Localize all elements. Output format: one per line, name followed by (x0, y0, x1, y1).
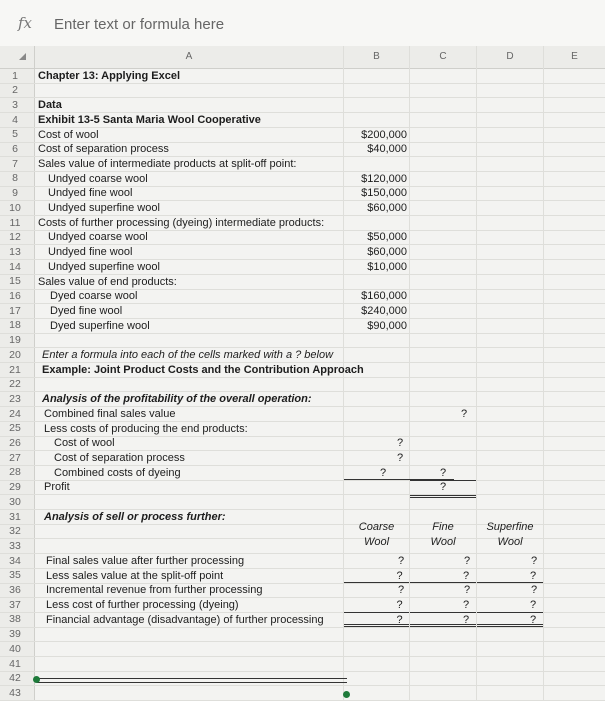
cell-a28[interactable]: Combined costs of dyeing (54, 466, 181, 479)
cell-c33[interactable]: Wool (430, 536, 456, 549)
row-header[interactable]: 40 (9, 642, 21, 655)
cell-b10[interactable]: $60,000 (367, 202, 407, 214)
row-header[interactable]: 3 (12, 98, 18, 111)
cell-c28[interactable]: ? (410, 466, 476, 482)
row-gridline (0, 97, 605, 98)
row-header[interactable]: 24 (9, 407, 21, 420)
cell-a9[interactable]: Undyed fine wool (48, 187, 133, 200)
select-all-corner[interactable] (0, 46, 35, 69)
cell-a21[interactable]: Example: Joint Product Costs and the Contribution Approach (42, 363, 364, 376)
cell-c24[interactable]: ? (460, 407, 468, 420)
cell-d32[interactable]: Superfine (486, 521, 534, 534)
row-header[interactable]: 37 (9, 598, 21, 611)
cell-b28[interactable]: ? (344, 466, 454, 481)
cell-b9[interactable]: $150,000 (361, 187, 407, 200)
cell-d35[interactable]: ? (477, 569, 543, 584)
cell-b33[interactable]: Wool (363, 536, 390, 549)
row-header[interactable]: 27 (9, 451, 21, 464)
row-header[interactable]: 38 (9, 613, 21, 626)
row-header[interactable]: 15 (9, 275, 21, 288)
cell-a36[interactable]: Incremental revenue from further processing (46, 584, 263, 597)
cell-a38[interactable]: Financial advantage (disadvantage) of further processing (46, 613, 324, 626)
cell-b35[interactable]: ? (344, 569, 409, 584)
cell-b6[interactable]: $40,000 (367, 143, 407, 156)
cell-b26[interactable]: ? (396, 437, 404, 450)
cell-a24[interactable]: Combined final sales value (44, 407, 176, 420)
row-gridline (0, 671, 605, 672)
row-gridline (0, 685, 605, 686)
cell-a23[interactable]: Analysis of the profitability of the overall operation: (42, 393, 312, 406)
row-header[interactable]: 20 (9, 348, 21, 361)
row-header[interactable]: 7 (12, 157, 18, 170)
fx-icon: fx (18, 14, 33, 32)
formula-bar (0, 0, 605, 47)
cell-b5[interactable]: $200,000 (361, 128, 407, 141)
row-header[interactable]: 14 (9, 260, 21, 273)
selection-outline[interactable] (37, 678, 347, 683)
row-gridline (0, 641, 605, 642)
cell-c36[interactable]: ? (463, 584, 471, 597)
row-header[interactable]: 5 (12, 128, 18, 141)
cell-b37[interactable]: ? (344, 598, 409, 613)
cell-c35[interactable]: ? (410, 569, 476, 584)
row-header[interactable]: 41 (9, 657, 21, 670)
row-gridline (0, 494, 605, 495)
row-header[interactable]: 30 (9, 495, 21, 508)
cell-a35[interactable]: Less sales value at the split-off point (46, 569, 224, 582)
cell-c37[interactable]: ? (410, 598, 476, 613)
row-header[interactable]: 21 (9, 363, 21, 376)
cell-a15[interactable]: Sales value of end products: (38, 275, 177, 288)
column-header-a[interactable]: A (35, 46, 343, 69)
cell-a6[interactable]: Cost of separation process (38, 143, 169, 156)
cell-b8[interactable]: $120,000 (361, 172, 407, 185)
cell-a14[interactable]: Undyed superfine wool (48, 260, 160, 273)
row-header[interactable]: 11 (9, 216, 21, 229)
row-header[interactable]: 32 (9, 525, 21, 538)
cell-b12[interactable]: $50,000 (367, 231, 407, 244)
cell-a20[interactable]: Enter a formula into each of the cells marked with a ? below (42, 349, 334, 361)
row-header[interactable]: 4 (12, 113, 18, 126)
cell-a31[interactable]: Analysis of sell or process further: (44, 510, 226, 523)
cell-c34[interactable]: ? (463, 554, 471, 567)
row-header[interactable]: 13 (9, 245, 21, 258)
cell-c29[interactable]: ? (410, 480, 476, 498)
row-header[interactable]: 33 (9, 539, 21, 552)
cell-a13[interactable]: Undyed fine wool (48, 246, 133, 259)
cell-a8[interactable]: Undyed coarse wool (48, 172, 148, 185)
cell-a11[interactable]: Costs of further processing (dyeing) intermediate products: (38, 216, 325, 229)
cell-d37[interactable]: ? (477, 598, 543, 613)
cell-a12[interactable]: Undyed coarse wool (48, 231, 148, 244)
row-header[interactable]: 6 (12, 143, 18, 155)
spreadsheet-grid (0, 46, 605, 700)
cell-b13[interactable]: $60,000 (367, 246, 407, 259)
row-header[interactable]: 22 (9, 378, 21, 391)
cell-a27[interactable]: Cost of separation process (54, 451, 185, 464)
cell-a4[interactable]: Exhibit 13-5 Santa Maria Wool Cooperative (38, 113, 261, 126)
cell-a34[interactable]: Final sales value after further processing (46, 554, 245, 567)
cell-a7[interactable]: Sales value of intermediate products at split-off point: (38, 157, 297, 170)
cell-a16[interactable]: Dyed coarse wool (50, 290, 138, 303)
row-header[interactable]: 43 (9, 686, 21, 699)
column-header-e[interactable]: E (544, 46, 605, 69)
cell-a17[interactable]: Dyed fine wool (50, 304, 123, 317)
row-header[interactable]: 9 (12, 187, 18, 200)
row-header[interactable]: 17 (9, 304, 21, 317)
row-header[interactable]: 23 (9, 392, 21, 405)
cell-b27[interactable]: ? (396, 451, 404, 464)
cell-a25[interactable]: Less costs of producing the end products: (44, 422, 248, 435)
selection-handle-left[interactable] (33, 676, 40, 683)
cell-a29[interactable]: Profit (44, 481, 70, 494)
row-header[interactable]: 19 (9, 334, 21, 347)
row-header[interactable]: 34 (9, 554, 21, 567)
cell-b32[interactable]: Coarse (358, 521, 395, 534)
cell-b18[interactable]: $90,000 (367, 319, 407, 332)
cell-c38[interactable]: ? (410, 613, 476, 628)
row-header[interactable]: 29 (9, 481, 21, 494)
cell-a18[interactable]: Dyed superfine wool (50, 319, 150, 332)
row-header[interactable]: 25 (9, 422, 21, 435)
cell-a37[interactable]: Less cost of further processing (dyeing) (46, 598, 239, 611)
cell-a3[interactable]: Data (38, 99, 62, 112)
cell-a10[interactable]: Undyed superfine wool (48, 202, 160, 214)
row-header[interactable]: 18 (9, 319, 21, 332)
cell-d36[interactable]: ? (530, 584, 538, 597)
column-header-b[interactable]: B (344, 46, 409, 69)
column-header-c[interactable]: C (410, 46, 476, 69)
cell-b34[interactable]: ? (397, 554, 405, 567)
cell-b17[interactable]: $240,000 (361, 304, 407, 317)
row-header[interactable]: 12 (9, 231, 21, 244)
formula-input[interactable] (52, 12, 576, 36)
row-header[interactable]: 1 (12, 69, 18, 82)
row-header[interactable]: 39 (9, 628, 21, 641)
cell-d33[interactable]: Wool (497, 536, 523, 549)
cell-a1[interactable]: Chapter 13: Applying Excel (38, 69, 181, 82)
cell-b36[interactable]: ? (397, 584, 405, 597)
row-header[interactable]: 16 (9, 290, 21, 302)
cell-b14[interactable]: $10,000 (367, 260, 407, 273)
cell-d38[interactable]: ? (477, 613, 543, 628)
cell-d34[interactable]: ? (530, 554, 538, 567)
row-header[interactable]: 8 (12, 172, 18, 185)
cell-b38[interactable]: ? (344, 613, 409, 628)
row-header[interactable]: 26 (9, 437, 21, 449)
row-header[interactable]: 31 (9, 510, 21, 523)
row-header[interactable]: 36 (9, 584, 21, 596)
row-header[interactable]: 42 (9, 672, 21, 685)
column-header-d[interactable]: D (477, 46, 543, 69)
row-header[interactable]: 35 (9, 569, 21, 582)
cell-c32[interactable]: Fine (432, 521, 454, 534)
cell-a5[interactable]: Cost of wool (38, 128, 99, 141)
cell-a26[interactable]: Cost of wool (54, 437, 115, 450)
row-header[interactable]: 10 (9, 201, 21, 214)
row-gridline (0, 656, 605, 657)
selection-handle-right[interactable] (343, 691, 350, 698)
row-header[interactable]: 2 (12, 84, 18, 97)
row-header[interactable]: 28 (9, 466, 21, 479)
cell-b16[interactable]: $160,000 (361, 290, 407, 303)
